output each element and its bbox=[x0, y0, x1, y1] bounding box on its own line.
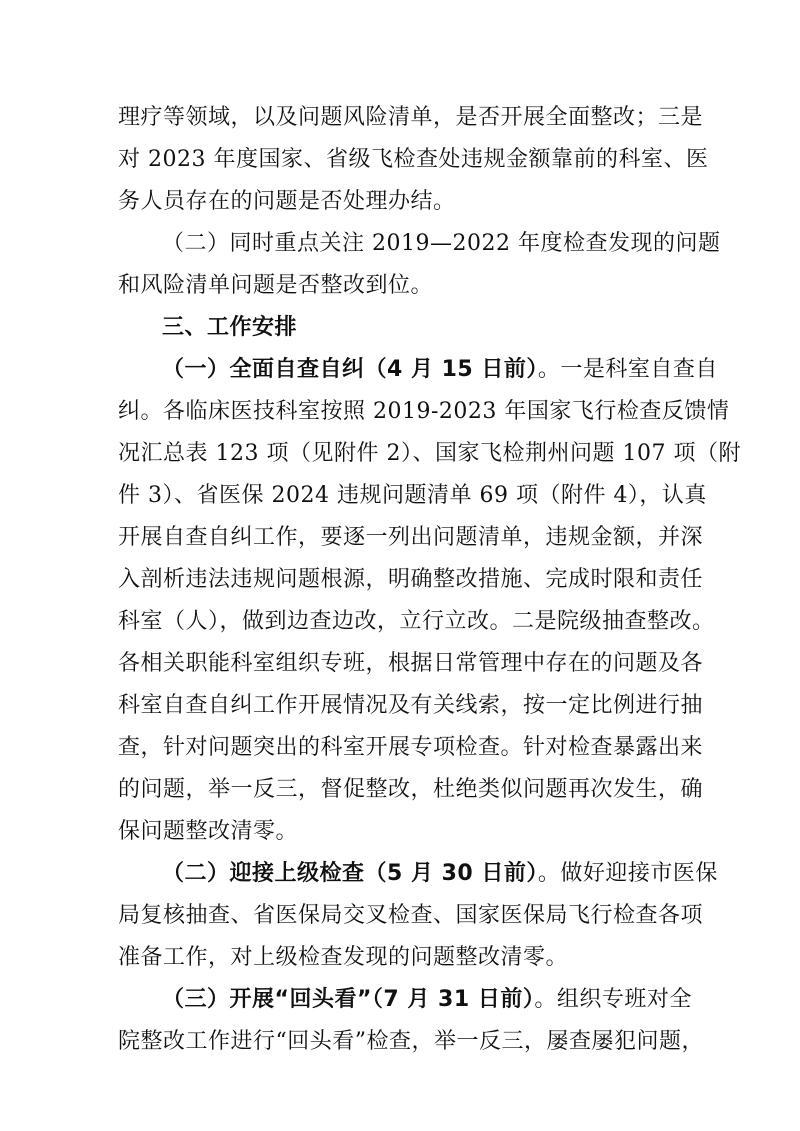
body-text-line: 理疗等领域，以及问题风险清单，是否开展全面整改；三是 bbox=[118, 105, 704, 130]
section-heading-work-arrangement: 三、工作安排 bbox=[162, 315, 298, 340]
body-text-line: 入剖析违法违规问题根源，明确整改措施、完成时限和责任 bbox=[118, 567, 704, 592]
body-text-line: 准备工作，对上级检查发现的问题整改清零。 bbox=[118, 945, 569, 970]
body-text-line: 件 3）、省医保 2024 违规问题清单 69 项（附件 4），认真 bbox=[118, 483, 707, 508]
body-text-line: 保问题整改清零。 bbox=[118, 819, 299, 844]
subsection-superior-inspection-line bbox=[162, 854, 718, 894]
body-text-line: 况汇总表 123 项（见附件 2）、国家飞检荆州问题 107 项（附 bbox=[118, 441, 741, 466]
body-text-line: 开展自查自纠工作，要逐一列出问题清单，违规金额，并深 bbox=[118, 525, 704, 550]
body-text-fragment: 。一是科室自查自 bbox=[537, 357, 718, 382]
body-text-fragment: 。组织专班对全 bbox=[534, 987, 692, 1012]
subsection-self-inspection-heading: （一）全面自查自纠（4 月 15 日前） bbox=[162, 357, 538, 382]
section-item-2-line: （二）同时重点关注 2019—2022 年度检查发现的问题 bbox=[162, 231, 721, 256]
body-text-line: 科室（人），做到边查边改，立行立改。二是院级抽查整改。 bbox=[118, 609, 715, 634]
body-text-line: 各相关职能科室组织专班，根据日常管理中存在的问题及各 bbox=[118, 651, 704, 676]
body-text-line: 纠。各临床医技科室按照 2019-2023 年国家飞行检查反馈情 bbox=[118, 399, 730, 424]
body-text-line: 院整改工作进行“回头看”检查，举一反三，屡查屡犯问题， bbox=[118, 1029, 704, 1054]
subsection-self-inspection-line bbox=[162, 350, 718, 390]
body-text-fragment: 。做好迎接市医保 bbox=[537, 861, 718, 886]
body-text-line: 和风险清单问题是否整改到位。 bbox=[118, 273, 434, 298]
body-text-line: 科室自查自纠工作开展情况及有关线索，按一定比例进行抽 bbox=[118, 693, 704, 718]
body-text-line: 务人员存在的问题是否处理办结。 bbox=[118, 189, 456, 214]
body-text-line: 查，针对问题突出的科室开展专项检查。针对检查暴露出来 bbox=[118, 735, 704, 760]
body-text-line: 局复核抽查、省医保局交叉检查、国家医保局飞行检查各项 bbox=[118, 903, 704, 928]
subsection-look-back-heading: （三）开展“回头看”（7 月 31 日前） bbox=[162, 987, 535, 1012]
subsection-look-back-line bbox=[162, 980, 692, 1020]
body-text-line: 的问题，举一反三，督促整改，杜绝类似问题再次发生，确 bbox=[118, 777, 704, 802]
subsection-superior-inspection-heading: （二）迎接上级检查（5 月 30 日前） bbox=[162, 861, 538, 886]
body-text-line: 对 2023 年度国家、省级飞检查处违规金额靠前的科室、医 bbox=[118, 147, 709, 172]
